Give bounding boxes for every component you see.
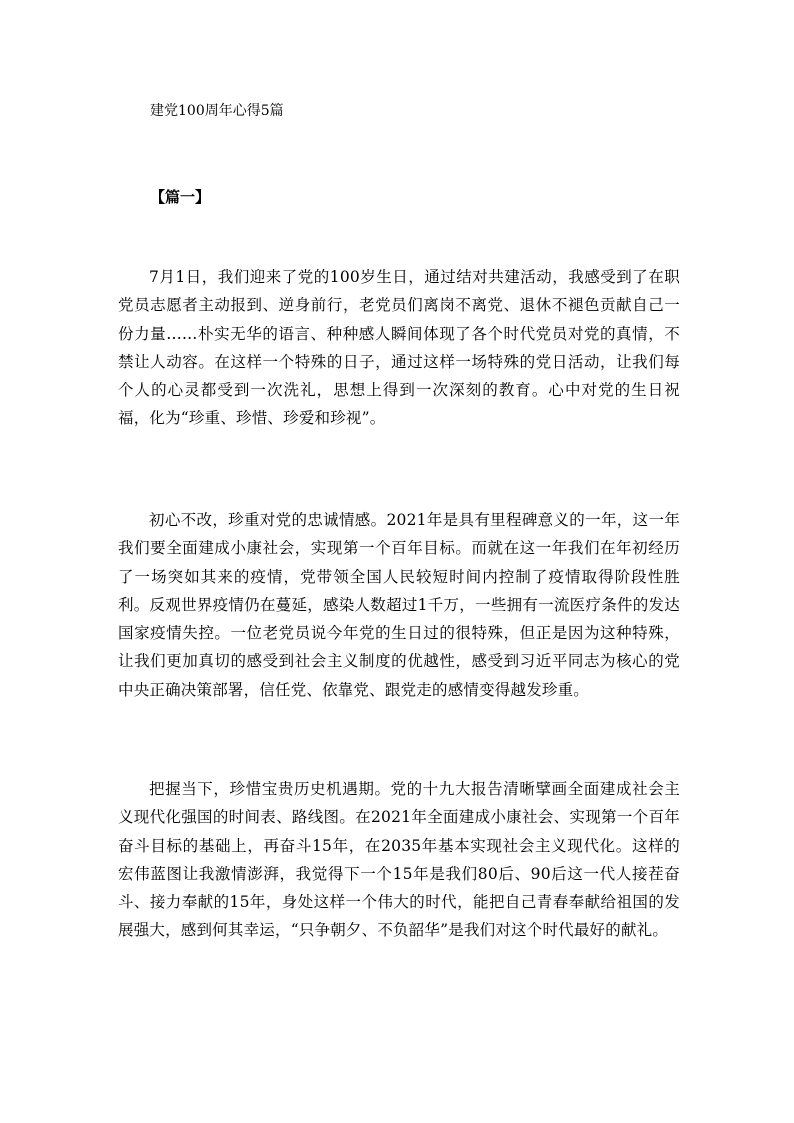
- paragraph-1: 7月1日，我们迎来了党的100岁生日，通过结对共建活动，我感受到了在职党员志愿者主动报到、逆身前行，老党员们离岗不离党、退休不褪色贡献自己一份力量……朴实无华的语言、种种感人瞬间体现了各个时代党员对党的真情，不禁让人动容。在这样一个特殊的日子，通过这样一场特殊的党日活动，让我们每个人的心灵都受到一次洗礼，思想上得到一次深刻的教育。心中对党的生日祝福，化为“珍重、珍惜、珍爱和珍视”。: [118, 268, 680, 428]
- document-title: 建党100周年心得5篇: [150, 103, 284, 119]
- paragraph-3: 把握当下，珍惜宝贵历史机遇期。党的十九大报告清晰擘画全面建成社会主义现代化强国的时间表、路线图。在2021年全面建成小康社会、实现第一个百年奋斗目标的基础上，再奋斗15年，在2035年基本实现社会主义现代化。这样的宏伟蓝图让我激情澎湃，我觉得下一个15年是我们80后、90后这一代人接茬奋斗、接力奉献的15年，身处这样一个伟大的时代，能把自己青春奉献给祖国的发展强大，感到何其幸运，“只争朝夕、不负韶华”是我们对这个时代最好的献礼。: [118, 780, 680, 940]
- section-heading: 【篇一】: [150, 188, 211, 206]
- paragraph-2: 初心不改，珍重对党的忠诚情感。2021年是具有里程碑意义的一年，这一年我们要全面建成小康社会，实现第一个百年目标。而就在这一年我们在年初经历了一场突如其来的疫情，党带领全国人民较短时间内控制了疫情取得阶段性胜利。反观世界疫情仍在蔓延，感染人数超过1千万，一些拥有一流医疗条件的发达国家疫情失控。一位老党员说今年党的生日过的很特殊，但正是因为这种特殊，让我们更加真切的感受到社会主义制度的优越性，感受到习近平同志为核心的党中央正确决策部署，信任党、依靠党、跟党走的感情变得越发珍重。: [118, 511, 680, 699]
